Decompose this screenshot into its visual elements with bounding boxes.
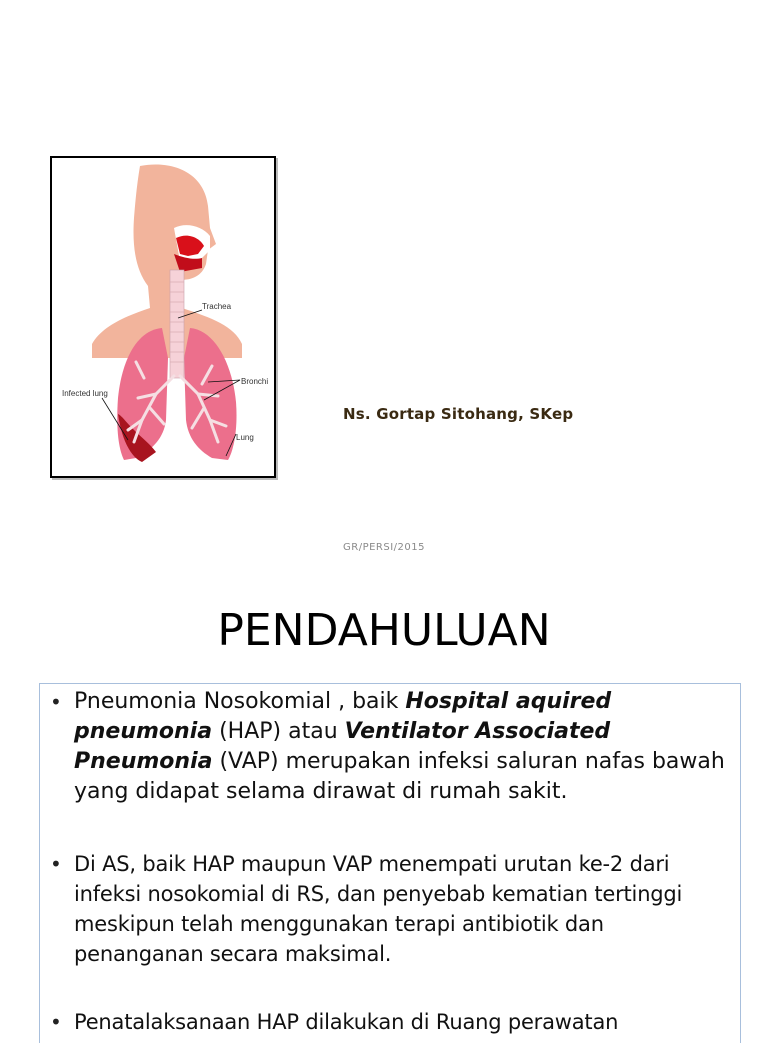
bullet-text bbox=[74, 689, 725, 804]
respiratory-diagram bbox=[50, 156, 276, 478]
bullet-item bbox=[46, 1007, 730, 1037]
bullet-item bbox=[46, 687, 730, 807]
label-infected-lung: Infected lung bbox=[62, 389, 108, 398]
bullet-text: Penatalaksanaan HAP dilakukan di Ruang perawatan bbox=[74, 1010, 619, 1034]
bullet-mark: • bbox=[50, 852, 62, 876]
bullet-mark: • bbox=[50, 1010, 62, 1034]
bullet-text: Di AS, baik HAP maupun VAP menempati urutan ke-2 dari infeksi nosokomial di RS, dan penyebab kematian tertinggi meskipun telah menggunakan terapi antibiotik dan penanganan secara maksimal. bbox=[74, 852, 683, 966]
slide-footer: GR/PERSI/2015 bbox=[343, 542, 425, 553]
term-hap: Hospital aquired pneumonia bbox=[74, 689, 612, 744]
respiratory-illustration bbox=[52, 158, 274, 476]
bullet-segment: (VAP) merupakan infeksi saluran nafas bawah yang didapat selama dirawat di rumah sakit. bbox=[74, 749, 725, 804]
label-trachea: Trachea bbox=[202, 302, 232, 311]
bullet-segment: (HAP) atau bbox=[212, 719, 345, 744]
label-lung: Lung bbox=[236, 433, 254, 442]
bullet-segment: Pneumonia Nosokomial , baik bbox=[74, 689, 406, 714]
slide-introduction bbox=[0, 575, 768, 1034]
label-bronchi: Bronchi bbox=[241, 377, 269, 386]
bullet-item bbox=[46, 849, 730, 969]
head-silhouette bbox=[92, 165, 242, 358]
author-name: Ns. Gortap Sitohang, SKep bbox=[343, 405, 574, 423]
bullet-mark: • bbox=[50, 690, 62, 714]
slide-title: PENDAHULUAN bbox=[217, 605, 551, 656]
term-vap: Ventilator Associated Pneumonia bbox=[74, 719, 611, 774]
content-box bbox=[39, 683, 741, 1043]
